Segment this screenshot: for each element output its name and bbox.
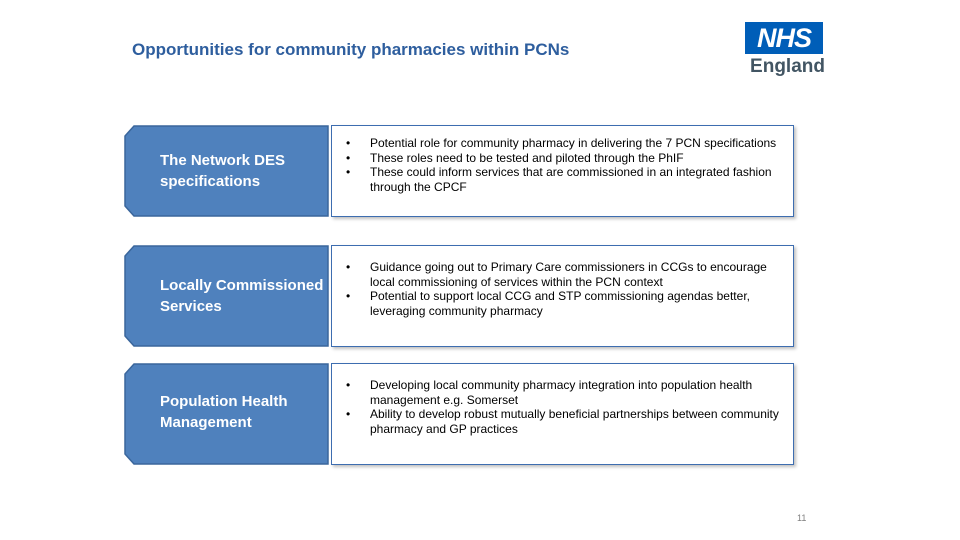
nhs-england-logo [745,22,825,78]
row-label: Locally Commissioned Services [160,277,324,315]
bullet-box [331,363,794,465]
bullet-box [331,125,794,217]
row-label: Population Health Management [160,393,288,431]
row-label: The Network DES specifications [160,152,286,190]
row-locally-commissioned [124,245,796,347]
bullet-item: • Developing local community pharmacy integration into population health management e.g. Somerset [370,378,779,407]
row-population-health [124,363,796,465]
nhs-badge: NHS [745,22,823,54]
bullet-item: • Potential to support local CCG and STP commissioning agendas better, leveraging community pharmacy [370,289,779,318]
bullet-item: • Guidance going out to Primary Care commissioners in CCGs to encourage local commissioning of services within the PCN context [370,260,779,289]
page-number: 11 [797,513,807,523]
row-network-des [124,125,796,217]
logo-name: England [750,56,825,77]
bullet-item: • Ability to develop robust mutually beneficial partnerships between community pharmacy and GP practices [370,407,779,436]
bullet-item: • These could inform services that are commissioned in an integrated fashion through the CPCF [370,165,779,194]
slide-title: Opportunities for community pharmacies within PCNs [132,40,570,59]
bullet-item: • Potential role for community pharmacy in delivering the 7 PCN specifications [370,136,779,151]
bullet-box [331,245,794,347]
bullet-item: • These roles need to be tested and piloted through the PhIF [370,151,779,166]
